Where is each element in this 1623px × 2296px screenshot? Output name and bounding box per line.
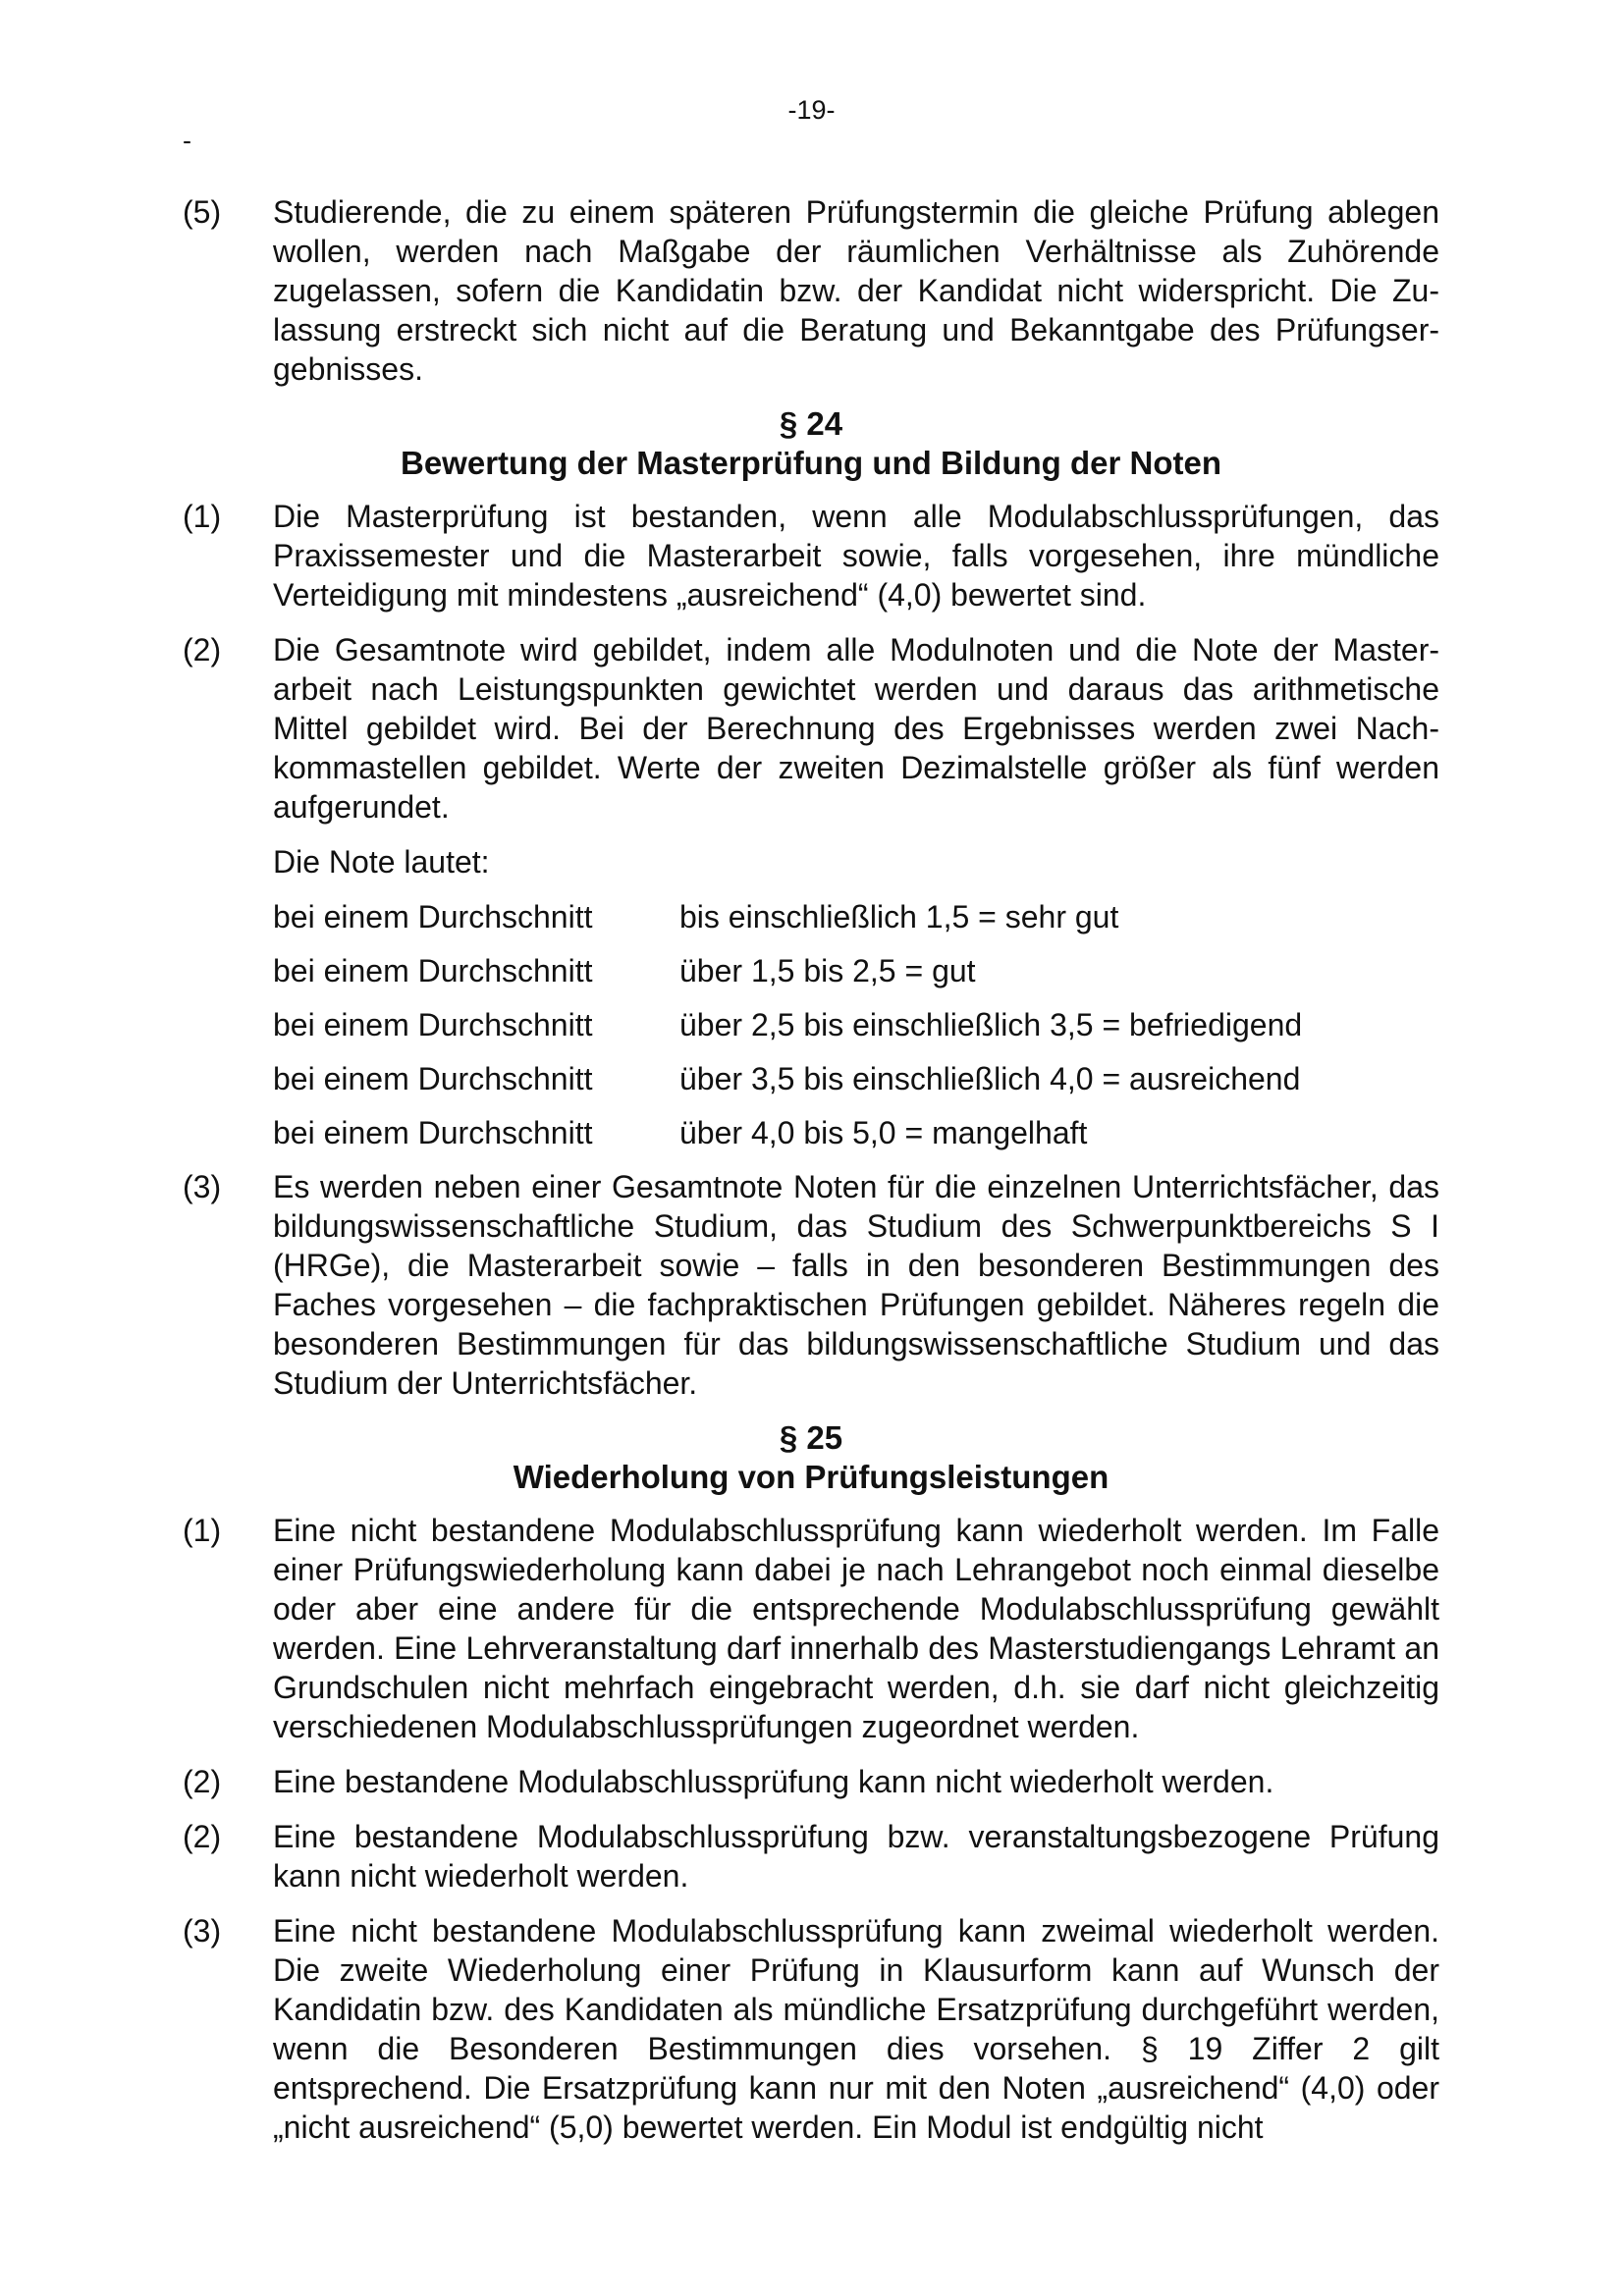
paragraph-number: (3) [183, 1169, 222, 1204]
section-24-paragraph-2 [183, 630, 1439, 827]
paragraph-text: Die Masterprüfung ist bestanden, wenn alle Modulabschlussprüfungen, das Praxissemester und die Masterarbeit sowie, falls vorgesehen, ihre mündliche Verteidigung mit mindestens „ausreichend“ (4,0) bewertet sind. [273, 499, 1439, 613]
paragraph-number: (1) [183, 499, 222, 534]
grade-label: bei einem Durchschnitt [273, 1007, 593, 1042]
paragraph-text: Eine bestandene Modulabschlussprüfung kann nicht wiederholt werden. [273, 1764, 1274, 1799]
grade-value: über 3,5 bis einschließlich 4,0 = ausreichend [679, 1061, 1301, 1096]
page-number: -19- [787, 95, 836, 125]
section-24-paragraph-1 [183, 497, 1439, 614]
section-25-title: Wiederholung von Prüfungsleistungen [513, 1459, 1109, 1495]
margin-dash: - [183, 126, 191, 155]
paragraph-number: (2) [183, 1764, 222, 1799]
section-25-paragraph-2b [183, 1817, 1439, 1896]
grade-value: über 4,0 bis 5,0 = mangelhaft [679, 1115, 1088, 1150]
section-25-paragraph-2a [183, 1762, 1439, 1801]
grade-value: bis einschließlich 1,5 = sehr gut [679, 899, 1119, 934]
grade-label: bei einem Durchschnitt [273, 1115, 593, 1150]
paragraph-number: (3) [183, 1913, 222, 1949]
grade-scale-intro: Die Note lautet: [273, 844, 490, 880]
section-24-number: § 24 [779, 405, 843, 442]
paragraph-text: Eine bestandene Modulabschlussprüfung bzw. veranstaltungsbezogene Prüfung kann nicht wiederholt werden. [273, 1819, 1439, 1894]
paragraph-number: (1) [183, 1513, 222, 1548]
paragraph-text: Studierende, die zu einem späteren Prüfungstermin die gleiche Prüfung ablegen wollen, werden nach Maßgabe der räumlichen Verhältnisse als Zuhörende zugelassen, sofern die Kandidatin bzw. der Kandidat nicht widerspricht. Die Zulassung erstreckt sich nicht auf die Beratung und Bekanntgabe des Prüfungsergebnisses. [273, 194, 1439, 387]
grade-label: bei einem Durchschnitt [273, 1061, 593, 1096]
section-25-number: § 25 [779, 1419, 843, 1456]
paragraph-text: Die Gesamtnote wird gebildet, indem alle Modulnoten und die Note der Masterarbeit nach Leistungspunkten gewichtet werden und daraus das arithmetische Mittel gebildet wird. Bei der Berechnung des Ergebnisses werden zwei Nachkommastellen gebildet. Werte der zweiten Dezimalstelle größer als fünf werden aufgerundet. [273, 632, 1439, 825]
paragraph-text: Es werden neben einer Gesamtnote Noten für die einzelnen Unterrichtsfächer, das bildungswissenschaftliche Studium, das Studium des Schwerpunktbereichs S I (HRGe), die Masterarbeit sowie – falls in den besonderen Bestimmungen des Faches vorgesehen – die fachpraktischen Prüfungen gebildet. Näheres regeln die besonderen Bestimmungen für das bildungswissenschaftliche Studium und das Studium der Unterrichtsfächer. [273, 1169, 1439, 1401]
section-25-paragraph-1 [183, 1511, 1439, 1746]
section-25-paragraph-3 [183, 1911, 1439, 2147]
grade-row [273, 951, 1439, 990]
paragraph-5 [183, 192, 1439, 389]
paragraph-number: (2) [183, 632, 222, 667]
section-24-paragraph-3 [183, 1167, 1439, 1403]
grade-label: bei einem Durchschnitt [273, 953, 593, 988]
grade-row [273, 1005, 1439, 1044]
grade-row [273, 1059, 1439, 1098]
document-body [183, 192, 1439, 2163]
paragraph-number: (2) [183, 1819, 222, 1854]
grade-label: bei einem Durchschnitt [273, 899, 593, 934]
grade-value: über 2,5 bis einschließlich 3,5 = befriedigend [679, 1007, 1303, 1042]
paragraph-text: Eine nicht bestandene Modulabschlussprüfung kann wiederholt werden. Im Falle einer Prüfungswiederholung kann dabei je nach Lehrangebot noch einmal dieselbe oder aber eine andere für die entsprechende Modulabschlussprüfung gewählt werden. Eine Lehrveranstaltung darf innerhalb des Masterstudiengangs Lehramt an Grundschulen nicht mehrfach eingebracht werden, d.h. sie darf nicht gleichzeitig verschiedenen Modulabschlussprüfungen zugeordnet werden. [273, 1513, 1439, 1744]
grade-value: über 1,5 bis 2,5 = gut [679, 953, 976, 988]
grade-scale [273, 842, 1439, 1152]
grade-row [273, 897, 1439, 936]
paragraph-text: Eine nicht bestandene Modulabschlussprüfung kann zweimal wiederholt werden. Die zweite Wiederholung einer Prüfung in Klausurform kann auf Wunsch der Kandidatin bzw. des Kandidaten als mündliche Ersatzprüfung durchgeführt werden, wenn die Besonderen Bestimmungen dies vorsehen. § 19 Ziffer 2 gilt entsprechend. Die Ersatzprüfung kann nur mit den Noten „ausreichend“ (4,0) oder „nicht ausreichend“ (5,0) bewertet werden. Ein Modul ist endgültig nicht [273, 1913, 1439, 2145]
paragraph-number: (5) [183, 194, 222, 230]
section-24-title: Bewertung der Masterprüfung und Bildung der Noten [401, 445, 1221, 481]
grade-row [273, 1113, 1439, 1152]
